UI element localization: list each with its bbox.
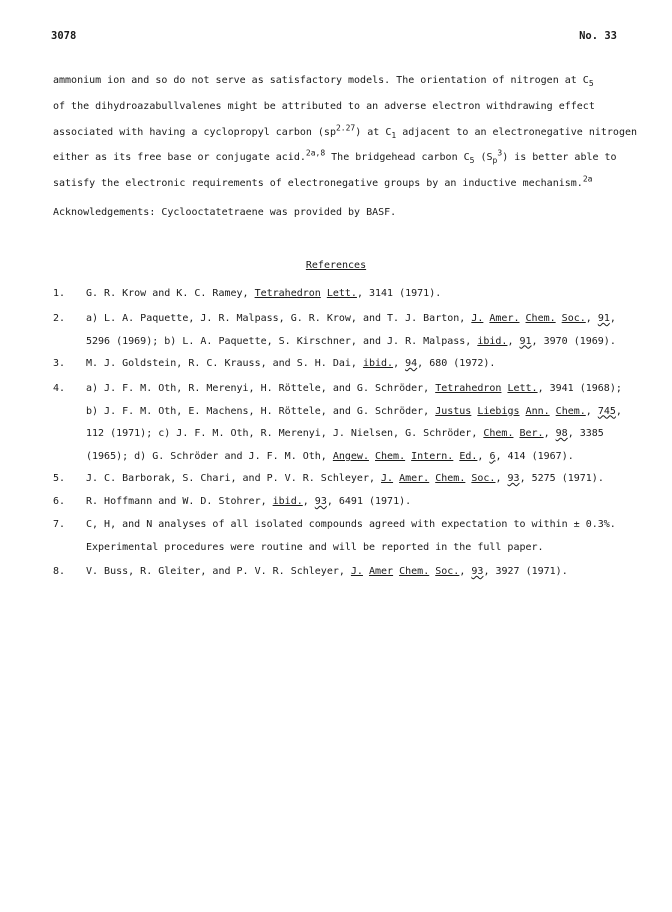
journal-issue: No. 33: [579, 30, 617, 42]
paragraph-line: satisfy the electronic requirements of electronegative groups by an inductive mechanism.$^{2a}$: [53, 174, 593, 190]
paragraph-line: either as its free base or conjugate acid.$^{2a,8}$ The bridgehead carbon $C_5$ $(S_p^3)$ is better able to: [53, 149, 617, 166]
paragraph-line: associated with having a cyclopropyl carbon $(sp^{2.27})$ at $C_1$ adjacent to an electronegative nitrogen: [53, 123, 638, 140]
page-header: [51, 30, 617, 44]
references-heading: References: [305, 260, 367, 271]
document-page: 3078 No. 33 ammonium ion and so do not serve as satisfactory models. The orientation of nitrogen at $C_5$ of the dihydroazabullvalenes might be attributed to an adverse electron withdrawing effect associated with having a cyclopropyl carbon $(sp^{2.27})$ at $C_1$ adjacent to an electronegative nitrogen either as its free base or conjugate acid.$^{2a,8}$ The bridgehead carbon $C_5$ $(S_p^3)$ is better able to satisfy the electronic requirements of electronegative groups by an inductive mechanism.$^{2a}$ Acknowledgements: Cyclooctatetraene was provided by BASF. References 1. G. R. Krow and K. C. Ramey, Tetrahedron Lett., 3141 (1971). 2. a) L. A. Paquette, J. R. Malpass, G. R. Krow, and T. J. Barton, J. Amer. Chem. Soc., 91, 5296 (1969); b) L. A. Paquette, S. Kirschner, and J. R. Malpass, ibid., 91, 3970 (1969). 3. M. J. Goldstein, R. C. Krauss, and S. H. Dai, ibid., 94, 680 (1972). 4. a) J. F. M. Oth, R. Merenyi, H. Röttele, and G. Schröder, Tetrahedron Lett., 3941 (1968); b) J. F. M. Oth, E. Machens, H. Röttele, and G. Schröder, Justus Liebigs Ann. Chem., 745, 112 (1971); c) J. F. M. Oth, R. Merenyi, J. Nielsen, G. Schröder, Chem. Ber., 98, 3385 (1965); d) G. Schröder and J. F. M. Oth, Angew. Chem. Intern. Ed., 6, 414 (1967). 5. J. C. Barborak, S. Chari, and P. V. R. Schleyer, J. Amer. Chem. Soc., 93, 5275 (1971). 6. R. Hoffmann and W. D. Stohrer, ibid., 93, 6491 (1971). 7. C, H, and N analyses of all isolated compounds agreed with expectation to within ± 0.3%. Experimental procedures were routine and will be reported in the full paper. 8. V. Buss, R. Gleiter, and P. V. R. Schleyer, J. Amer Chem. Soc., 93, 3927 (1971).: [0, 0, 672, 912]
acknowledgements: Acknowledgements: Cyclooctatetraene was provided by BASF.: [53, 207, 397, 218]
page-number: 3078: [51, 30, 77, 42]
paragraph-line: of the dihydroazabullvalenes might be attributed to an adverse electron withdrawing effect: [53, 100, 595, 112]
paragraph-line: ammonium ion and so do not serve as satisfactory models. The orientation of nitrogen at $C_5$: [53, 75, 594, 88]
body-paragraph: [53, 68, 638, 197]
